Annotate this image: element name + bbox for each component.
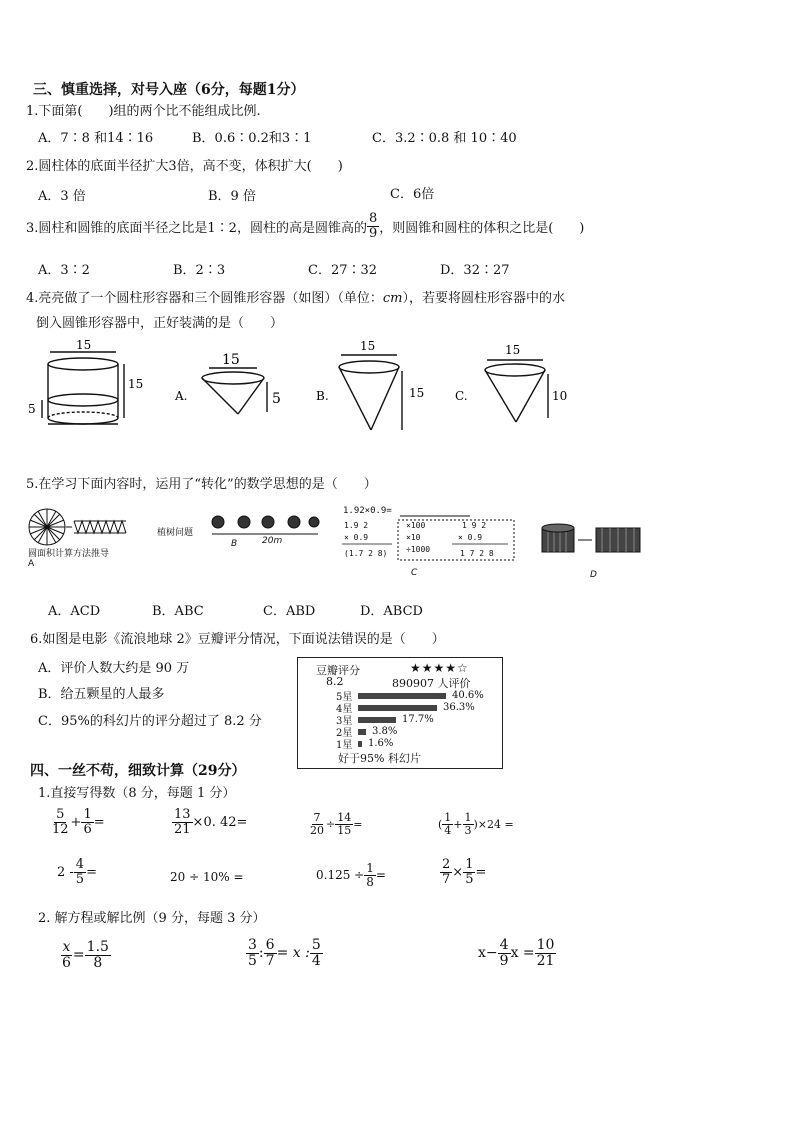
q3-option-d[interactable]: D．32∶27 bbox=[440, 263, 510, 278]
equation-3 bbox=[478, 938, 556, 968]
rating-bar bbox=[358, 729, 366, 735]
q5-option-c[interactable]: C．ABD bbox=[263, 604, 316, 619]
q5-option-d[interactable]: D．ABCD bbox=[360, 604, 423, 619]
equals: = bbox=[72, 947, 85, 964]
q3-frac-den: 9 bbox=[368, 225, 378, 241]
rating-percent: 1.6% bbox=[368, 738, 394, 749]
cone-a-option-label: A. bbox=[175, 389, 188, 403]
q4-stem1-post: ），若要将圆柱形容器中的水 bbox=[402, 291, 566, 306]
q5-fig-b-label: B bbox=[231, 539, 238, 549]
equation-2 bbox=[246, 938, 323, 968]
q3-fraction bbox=[367, 212, 379, 240]
frac-num: 14 bbox=[337, 811, 352, 824]
q5-figure-c bbox=[340, 514, 520, 570]
expression-rest: ×0. 42= bbox=[192, 814, 248, 830]
frac-num: 4 bbox=[499, 937, 509, 953]
expression-mid: = x : bbox=[276, 945, 310, 962]
calc-3 bbox=[308, 812, 362, 836]
operator: + bbox=[70, 814, 82, 830]
q1-option-b[interactable]: B．0.6∶0.2和3∶1 bbox=[192, 131, 312, 146]
q2-stem: 2.圆柱体的底面半径扩大3倍，高不变，体积扩大( ) bbox=[26, 159, 343, 174]
cyl-water-label: 5 bbox=[28, 402, 36, 416]
svg-text:÷1000: ÷1000 bbox=[406, 545, 431, 554]
frac-den: 9 bbox=[499, 952, 509, 969]
operator: × bbox=[452, 864, 464, 880]
frac-den: 7 bbox=[442, 871, 451, 887]
svg-text:1 7 2 8: 1 7 2 8 bbox=[460, 549, 494, 558]
cone-c-option-label: C. bbox=[455, 389, 468, 403]
part2-title: 2. 解方程或解比例（9 分，每题 3 分） bbox=[38, 911, 266, 926]
calc-7 bbox=[316, 862, 386, 888]
rating-row bbox=[336, 736, 393, 751]
expression-pre: 2 - bbox=[57, 864, 74, 880]
calc-5 bbox=[57, 858, 97, 886]
part1-title: 1.直接写得数（8 分，每题 1 分） bbox=[38, 786, 236, 801]
cone-a-top-label: 15 bbox=[222, 352, 240, 368]
frac-num: 6 bbox=[265, 937, 275, 953]
frac-num: 1.5 bbox=[86, 939, 109, 955]
frac-num: x bbox=[62, 939, 71, 955]
expression-rest: )×24 = bbox=[473, 817, 514, 831]
cone-b-height-label: 15 bbox=[409, 386, 425, 400]
frac-den: 6 bbox=[62, 954, 71, 971]
frac-den: 21 bbox=[174, 821, 191, 837]
rating-label: 5星 bbox=[336, 692, 353, 703]
q5-option-b[interactable]: B．ABC bbox=[152, 604, 204, 619]
q6-option-c[interactable]: C．95%的科幻片的评分超过了 8.2 分 bbox=[38, 714, 262, 729]
svg-text:×10: ×10 bbox=[406, 533, 421, 542]
frac-den: 4 bbox=[444, 823, 452, 837]
expression-pre: 0.125 ÷ bbox=[316, 868, 365, 883]
douban-title: 豆瓣评分 bbox=[316, 664, 360, 677]
equals: = bbox=[353, 817, 363, 831]
svg-text:×100: ×100 bbox=[406, 521, 426, 530]
svg-text:(1.7 2 8): (1.7 2 8) bbox=[344, 549, 388, 558]
rating-percent: 17.7% bbox=[402, 714, 434, 725]
q3-stem-post: ，则圆锥和圆柱的体积之比是( ) bbox=[379, 220, 585, 236]
q5-stem: 5.在学习下面内容时，运用了“转化”的数学思想的是（ ） bbox=[26, 477, 377, 492]
q6-stem: 6.如图是电影《流浪地球 2》豆瓣评分情况，下面说法错误的是（ ） bbox=[30, 632, 445, 647]
frac-den: 3 bbox=[464, 823, 472, 837]
paren-open: ( bbox=[438, 817, 443, 831]
calc-1 bbox=[50, 808, 105, 836]
q3-stem bbox=[26, 212, 584, 240]
rating-percent: 3.8% bbox=[372, 726, 398, 737]
q4-unit: cm bbox=[382, 291, 403, 306]
frac-num: 7 bbox=[313, 811, 321, 824]
equation-1 bbox=[60, 940, 111, 970]
douban-rating-panel bbox=[297, 657, 503, 769]
frac-num: 1 bbox=[444, 811, 452, 824]
frac-num: 5 bbox=[56, 807, 65, 822]
q3-option-a[interactable]: A．3∶2 bbox=[38, 263, 90, 278]
douban-score: 8.2 bbox=[326, 675, 344, 688]
frac-num: 5 bbox=[311, 937, 321, 953]
cone-c-top-label: 15 bbox=[505, 343, 521, 357]
q4-figure bbox=[20, 340, 600, 440]
frac-den: 20 bbox=[310, 823, 324, 837]
frac-den: 5 bbox=[465, 871, 474, 887]
frac-num: 13 bbox=[174, 807, 191, 822]
frac-num: 1 bbox=[366, 861, 374, 875]
frac-den: 8 bbox=[93, 954, 103, 971]
frac-num: 1 bbox=[464, 811, 472, 824]
q5-fig-c-top: 1.92×0.9= bbox=[343, 506, 392, 516]
frac-num: 10 bbox=[536, 937, 555, 953]
frac-num: 2 bbox=[442, 857, 451, 872]
q5-fig-d-label: D bbox=[590, 570, 597, 580]
rating-bar bbox=[358, 693, 446, 699]
q5-option-a[interactable]: A．ACD bbox=[48, 604, 101, 619]
cone-a-height-label: 5 bbox=[272, 391, 281, 407]
q2-option-c[interactable]: C．6倍 bbox=[390, 187, 435, 202]
calc-8 bbox=[440, 858, 486, 886]
q3-option-c[interactable]: C．27∶32 bbox=[308, 263, 378, 278]
cylinder-figure bbox=[42, 352, 124, 424]
operator: + bbox=[453, 817, 463, 831]
cyl-top-label: 15 bbox=[76, 340, 92, 352]
cone-c-figure bbox=[485, 360, 548, 422]
frac-den: 6 bbox=[83, 821, 92, 837]
rating-bar bbox=[358, 717, 396, 723]
frac-den: 5 bbox=[248, 952, 257, 969]
douban-footer: 好于95% 科幻片 bbox=[338, 752, 421, 765]
calc-6: 20 ÷ 10% = bbox=[170, 870, 244, 884]
q5-fig-c-label: C bbox=[411, 568, 418, 578]
svg-text:× 0.9: × 0.9 bbox=[458, 533, 483, 542]
cone-c-height-label: 10 bbox=[552, 389, 568, 403]
q4-stem1-text: 4.亮亮做了一个圆柱形容器和三个圆锥形容器（如图）（单位： bbox=[26, 291, 383, 306]
frac-num: 4 bbox=[75, 857, 85, 872]
q1-stem: 1.下面第( )组的两个比不能组成比例. bbox=[26, 104, 261, 119]
q1-option-a[interactable]: A．7∶8 和14∶16 bbox=[38, 131, 154, 146]
q5-fig-b-length: 20m bbox=[262, 536, 283, 546]
frac-den: 5 bbox=[75, 871, 85, 887]
equals: = bbox=[375, 868, 386, 883]
rating-bar bbox=[358, 705, 437, 711]
calc-2 bbox=[172, 808, 247, 836]
equals: = bbox=[475, 864, 487, 880]
rating-label: 2星 bbox=[336, 728, 353, 739]
douban-stars: ★★★★☆ bbox=[410, 661, 469, 675]
q4-stem-line1 bbox=[26, 287, 565, 306]
frac-den: 21 bbox=[536, 952, 555, 969]
frac-den: 4 bbox=[311, 952, 321, 969]
q5-figure-d bbox=[540, 520, 650, 560]
equals: = bbox=[93, 814, 105, 830]
cyl-height-label: 15 bbox=[128, 377, 144, 391]
douban-count: 890907 人评价 bbox=[392, 677, 471, 690]
svg-text:1 9 2: 1 9 2 bbox=[462, 521, 487, 530]
cone-b-figure bbox=[339, 355, 402, 430]
rating-label: 3星 bbox=[336, 716, 353, 727]
rating-label: 1星 bbox=[336, 740, 353, 751]
expression-pre: x− bbox=[478, 945, 498, 962]
section4-header: 四、一丝不苟，细致计算（29分） bbox=[30, 763, 246, 779]
frac-num: 3 bbox=[248, 937, 257, 953]
frac-num: 1 bbox=[83, 807, 92, 822]
cone-a-figure bbox=[202, 368, 267, 414]
rating-percent: 36.3% bbox=[443, 702, 475, 713]
svg-text:× 0.9: × 0.9 bbox=[344, 533, 369, 542]
equals: = bbox=[86, 864, 97, 880]
q3-frac-num: 8 bbox=[368, 211, 378, 226]
colon: : bbox=[258, 945, 264, 962]
frac-den: 7 bbox=[265, 952, 275, 969]
q5-fig-a-label: A bbox=[28, 559, 35, 569]
rating-label: 4星 bbox=[336, 704, 353, 715]
q6-option-a[interactable]: A．评价人数大约是 90 万 bbox=[38, 661, 190, 676]
section3-header: 三、慎重选择，对号入座（6分，每题1分） bbox=[33, 82, 305, 98]
svg-text:1.9 2: 1.9 2 bbox=[344, 521, 369, 530]
cone-b-top-label: 15 bbox=[360, 340, 376, 353]
q2-option-b[interactable]: B．9 倍 bbox=[208, 189, 256, 204]
frac-den: 12 bbox=[52, 821, 69, 837]
frac-den: 8 bbox=[366, 874, 374, 889]
q5-fig-a-caption: 圆面积计算方法推导 bbox=[28, 549, 110, 559]
calc-4 bbox=[438, 812, 514, 836]
q6-option-b[interactable]: B．给五颗星的人最多 bbox=[38, 687, 165, 702]
expression-mid: x = bbox=[510, 945, 535, 962]
q5-fig-b-caption: 植树问题 bbox=[157, 528, 194, 538]
frac-num: 1 bbox=[465, 857, 474, 872]
rating-bar bbox=[358, 741, 362, 747]
cone-b-option-label: B. bbox=[316, 389, 329, 403]
q3-stem-pre: 3.圆柱和圆锥的底面半径之比是1∶2，圆柱的高是圆锥高的 bbox=[26, 220, 367, 236]
q2-option-a[interactable]: A．3 倍 bbox=[38, 189, 86, 204]
frac-den: 15 bbox=[337, 823, 352, 837]
rating-percent: 40.6% bbox=[452, 690, 484, 701]
q4-stem-line2: 倒入圆锥形容器中，正好装满的是（ ） bbox=[36, 316, 284, 331]
operator: ÷ bbox=[326, 817, 336, 831]
q3-option-b[interactable]: B．2∶3 bbox=[173, 263, 226, 278]
q1-option-c[interactable]: C．3.2∶0.8 和 10∶40 bbox=[372, 131, 517, 146]
